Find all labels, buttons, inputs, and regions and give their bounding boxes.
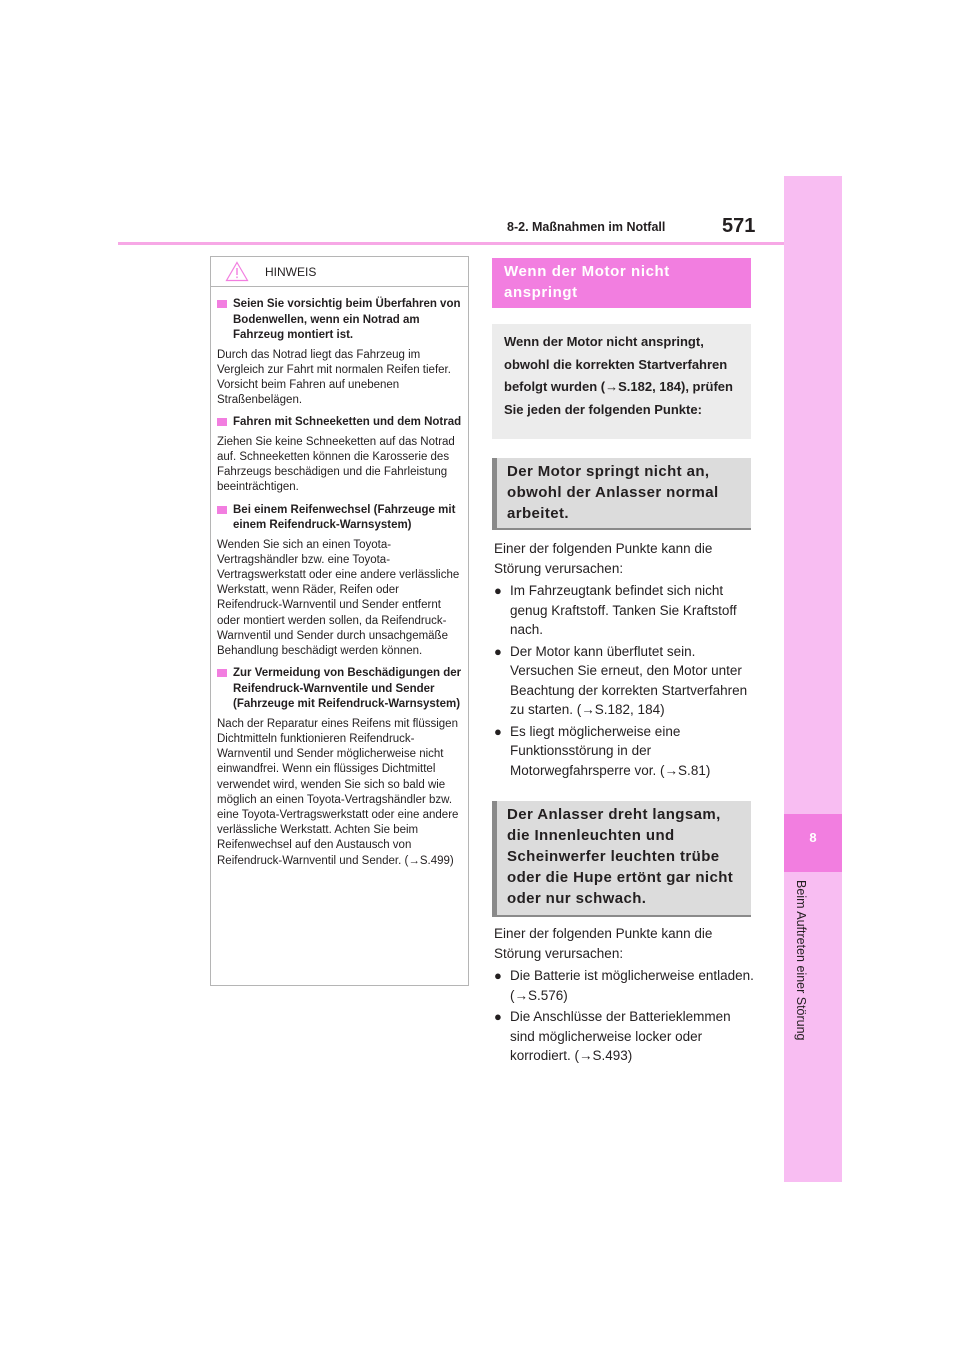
notice-label: HINWEIS [265, 265, 317, 279]
notice-item-text: Durch das Notrad liegt das Fahrzeug im Vergleich zur Fahrt mit normalen Reifen tiefer. Vorsicht beim Fahren auf unebenen Straßenbelägen. [217, 348, 451, 407]
subsection-title: Der Anlasser dreht langsam, die Innenleuchten und Scheinwerfer leuchten trübe oder die Hupe ertönt gar nicht oder nur schwach. [507, 806, 734, 907]
subsection-lead: Einer der folgenden Punkte kann die Störung verursachen: [494, 541, 713, 576]
list-item-text: Im Fahrzeugtank befindet sich nicht genug Kraftstoff. Tanken Sie Kraftstoff nach. [510, 583, 737, 637]
intro-text: Wenn der Motor nicht anspringt, obwohl die korrekten Startverfahren befolgt wurden (→S.182, 184), prüfen Sie jeden der folgenden Punkte: [504, 334, 733, 417]
notice-heading-text: Bei einem Reifenwechsel (Fahrzeuge mit einem Reifendruck-Warnsystem) [233, 503, 456, 532]
chapter-title-text: Beim Auftreten einer Störung [794, 880, 808, 1041]
square-bullet-icon [217, 300, 227, 308]
section-title: 8-2. Maßnahmen im Notfall [507, 220, 666, 234]
notice-heading-text: Seien Sie vorsichtig beim Überfahren von Bodenwellen, wenn ein Notrad am Fahrzeug montiert ist. [233, 298, 461, 341]
header-divider [118, 242, 784, 245]
list-item-text: Die Batterie ist möglicherweise entladen. (→S.576) [510, 968, 754, 1003]
bullet-dot-icon: ● [494, 723, 502, 739]
square-bullet-icon [217, 669, 227, 677]
subsection-lead: Einer der folgenden Punkte kann die Störung verursachen: [494, 926, 713, 961]
page-number: 571 [722, 215, 756, 237]
square-bullet-icon [217, 418, 227, 426]
bullet-dot-icon: ● [494, 1009, 502, 1024]
list-item-text: Es liegt möglicherweise eine Funktionsstörung in der Motorwegfahrsperre vor. (→S.81) [510, 723, 711, 778]
intro-box [492, 324, 751, 439]
bullet-dot-icon: ● [494, 643, 502, 659]
subsection-header [492, 458, 751, 530]
notice-body [211, 287, 468, 869]
notice-header [211, 257, 468, 287]
list-item-text: Der Motor kann überflutet sein. Versuchen Sie erneut, den Motor unter Beachtung der korrekten Startverfahren zu starten. (→S.182, 184) [510, 643, 748, 717]
notice-heading-text: Zur Vermeidung von Beschädigungen der Reifendruck-Warnventile und Sender (Fahrzeuge mit Reifendruck-Warnsystem) [233, 667, 462, 711]
square-bullet-icon [217, 506, 227, 514]
notice-item-text: Wenden Sie sich an einen Toyota-Vertragshändler bzw. eine Toyota-Vertragswerkstatt oder eine andere verlässliche Werkstatt, wenn Räder, Reifen oder Reifendruck-Warnventil und Sender entfernt oder montiert werden sollen, da Reifendruck-Warnventil und Sender durch unsachgemäße Behandlung beschädigt werden können. [217, 538, 460, 658]
list-item-text: Die Anschlüsse der Batterieklemmen sind möglicherweise locker oder korrodiert. (→S.493) [510, 1009, 731, 1063]
section-header [492, 258, 751, 308]
notice-item-heading [217, 415, 462, 431]
list-item [494, 581, 756, 640]
list-item [494, 966, 756, 1005]
subsection-body [494, 924, 756, 1068]
list-item [494, 1007, 756, 1066]
chapter-number: 8 [809, 830, 817, 845]
subsection-title: Der Motor springt nicht an, obwohl der Anlasser normal arbeitet. [507, 463, 719, 522]
notice-item-text: Nach der Reparatur eines Reifens mit flüssigen Dichtmitteln funktionieren Reifendruck-Warnventil und Sender möglicherweise nicht einwandfrei. Wenn ein flüssiges Dichtmittel verwendet wird, wenden Sie sich so bald wie möglich an einen Toyota-Vertragshändler bzw. eine Toyota-Vertragswerkstatt oder eine andere verlässliche Werkstatt. Achten Sie beim Reifenwechsel auf den Austausch von Reifendruck-Warnventil und Sender. (→S.499) [217, 717, 459, 867]
bullet-dot-icon: ● [494, 968, 502, 983]
notice-box [210, 256, 469, 986]
warning-triangle-icon [225, 261, 249, 282]
notice-item-heading [217, 666, 462, 713]
notice-item-heading [217, 297, 462, 344]
subsection-body [494, 539, 756, 782]
bullet-dot-icon: ● [494, 583, 502, 598]
subsection-header [492, 801, 751, 917]
list-item [494, 642, 756, 720]
notice-item-heading [217, 503, 462, 534]
notice-heading-text: Fahren mit Schneeketten und dem Notrad [233, 416, 462, 429]
section-header-text: Wenn der Motor nicht anspringt [504, 263, 670, 301]
chapter-number-box [784, 814, 842, 872]
chapter-title [788, 880, 812, 1080]
notice-item-text: Ziehen Sie keine Schneeketten auf das Notrad auf. Schneeketten können die Karosserie des Fahrzeugs beschädigen und die Fahrleistung beeinträchtigen. [217, 435, 455, 494]
list-item [494, 722, 756, 781]
